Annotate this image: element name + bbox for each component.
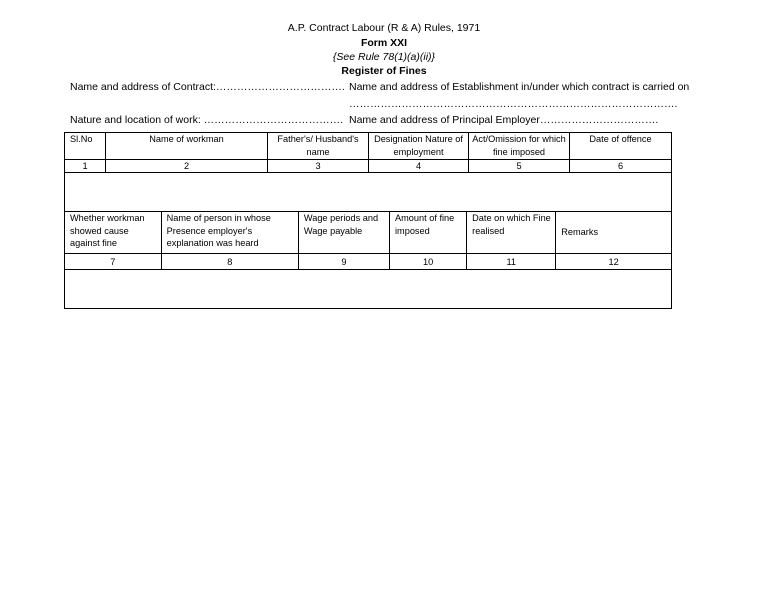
table-header-row xyxy=(65,133,672,160)
column-number-row xyxy=(65,160,672,173)
column-header: Wage periods and Wage payable xyxy=(298,212,389,253)
register-title: Register of Fines xyxy=(341,65,427,77)
entry-cell[interactable] xyxy=(65,173,672,212)
header-container xyxy=(65,212,672,254)
rule-reference: {See Rule 78(1)(a)(ii)} xyxy=(332,51,436,63)
column-header: Name of workman xyxy=(106,133,268,160)
column-number: 3 xyxy=(268,160,369,173)
column-number: 6 xyxy=(570,160,672,173)
column-header: Date on which Fine realised xyxy=(467,212,556,253)
form-number: Form XXI xyxy=(360,37,408,49)
table-header-row-2 xyxy=(65,212,672,254)
entry-cell[interactable] xyxy=(65,270,672,309)
column-header: Act/Omission for which fine imposed xyxy=(469,133,570,160)
establishment-dots[interactable]: …………………………………………………………………………………. xyxy=(349,98,678,110)
fines-table-part-2-header xyxy=(65,212,671,253)
column-number: 7 xyxy=(65,254,161,269)
number-container xyxy=(65,254,672,270)
column-header: Name of person in whose Presence employer's explanation was heard xyxy=(161,212,298,253)
column-header: Designation Nature of employment xyxy=(369,133,469,160)
column-number: 1 xyxy=(65,160,106,173)
column-number: 2 xyxy=(106,160,268,173)
column-number: 12 xyxy=(556,254,671,269)
column-number: 9 xyxy=(298,254,389,269)
contractor-field[interactable]: Name and address of Contract:………………………………. xyxy=(70,81,345,93)
establishment-field[interactable]: Name and address of Establishment in/under which contract is carried on xyxy=(349,81,690,93)
column-header: Whether workman showed cause against fine xyxy=(65,212,161,253)
fines-table-part-1 xyxy=(64,132,672,309)
entry-row[interactable] xyxy=(65,173,672,212)
column-header: Date of offence xyxy=(570,133,672,160)
column-header: Remarks xyxy=(556,212,671,253)
principal-employer-field[interactable]: Name and address of Principal Employer……………………………. xyxy=(349,114,659,126)
fines-table-part-2-numbers xyxy=(65,254,671,269)
entry-row-2[interactable] xyxy=(65,270,672,309)
column-header: Sl.No xyxy=(65,133,106,160)
form-title: A.P. Contract Labour (R & A) Rules, 1971 xyxy=(287,22,481,34)
column-number: 5 xyxy=(469,160,570,173)
column-header: Father's/ Husband's name xyxy=(268,133,369,160)
column-number: 10 xyxy=(390,254,467,269)
column-header: Amount of fine imposed xyxy=(390,212,467,253)
column-number: 8 xyxy=(161,254,298,269)
column-number: 4 xyxy=(369,160,469,173)
column-number-row-2 xyxy=(65,254,672,270)
work-field[interactable]: Nature and location of work: …………………………………. xyxy=(70,114,344,126)
column-number: 11 xyxy=(467,254,556,269)
